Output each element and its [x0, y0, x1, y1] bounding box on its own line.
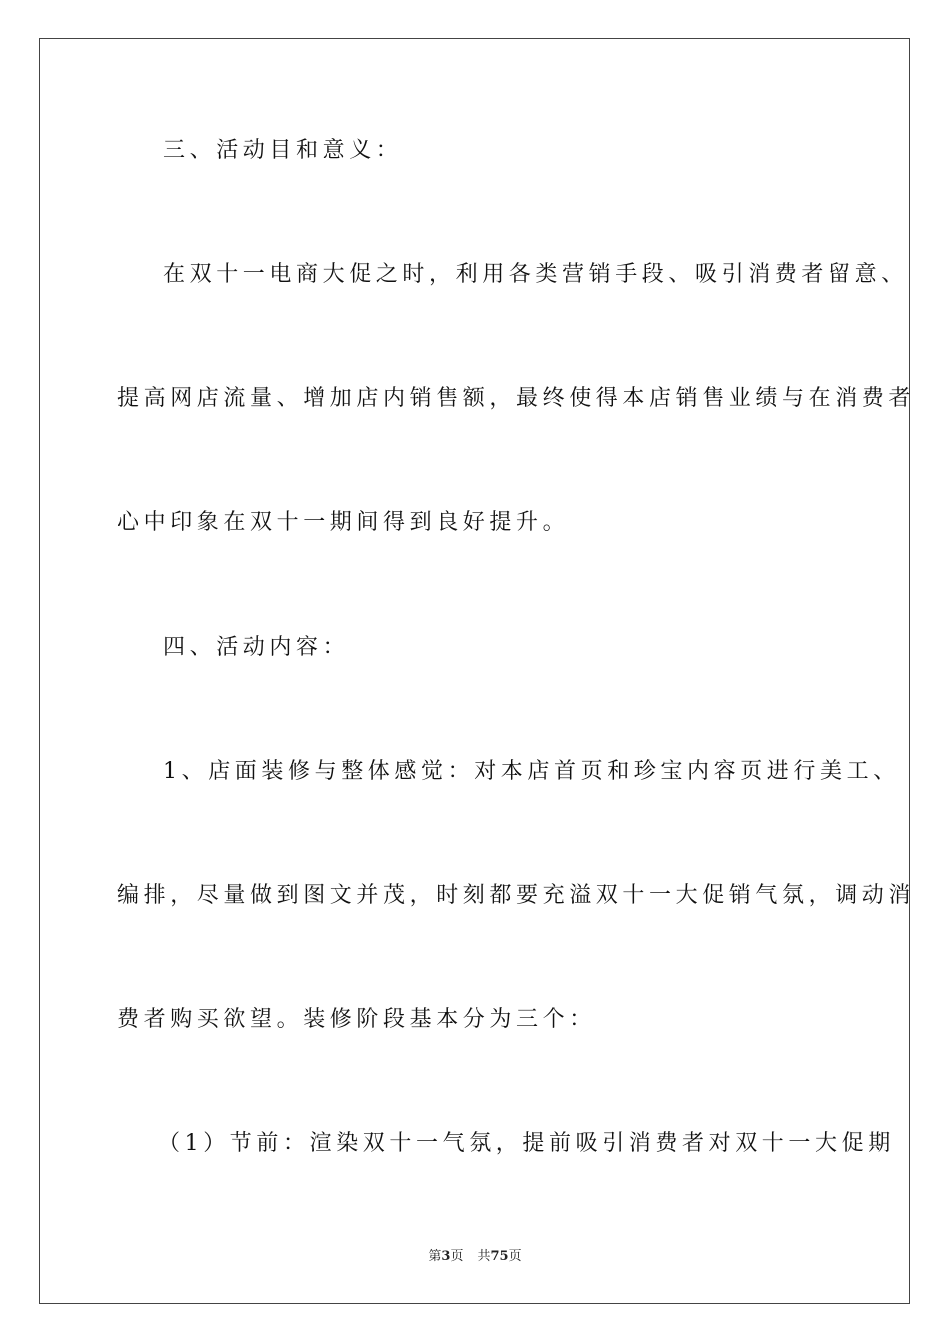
paragraph-line-5: 编排，尽量做到图文并茂，时刻都要充溢双十一大促销气氛，调动消: [117, 883, 916, 908]
heading-activity-content: 四、活动内容：: [163, 635, 350, 660]
footer-page-suffix: 页: [450, 1249, 464, 1264]
page-frame: [39, 38, 916, 1304]
heading-activity-purpose: 三、活动目和意义：: [163, 138, 403, 163]
paragraph-line-4: 1、店面装修与整体感觉：对本店首页和珍宝内容页进行美工、: [163, 759, 900, 784]
footer-total-suffix: 页: [508, 1249, 522, 1264]
footer-page-prefix: 第: [428, 1249, 442, 1264]
paragraph-line-6: 费者购买欲望。装修阶段基本分为三个：: [117, 1007, 596, 1032]
footer-total-prefix: 共: [477, 1249, 491, 1264]
paragraph-line-3: 心中印象在双十一期间得到良好提升。: [117, 510, 570, 535]
footer-page-number: 3: [441, 1249, 451, 1264]
footer-total-pages: 75: [490, 1249, 509, 1264]
page-footer: [0, 1248, 950, 1266]
paragraph-line-1: 在双十一电商大促之时，利用各类营销手段、吸引消费者留意、: [163, 262, 908, 287]
paragraph-line-2: 提高网店流量、增加店内销售额，最终使得本店销售业绩与在消费者: [117, 386, 916, 411]
paragraph-line-7: （1）节前：渲染双十一气氛，提前吸引消费者对双十一大促期: [158, 1131, 895, 1156]
